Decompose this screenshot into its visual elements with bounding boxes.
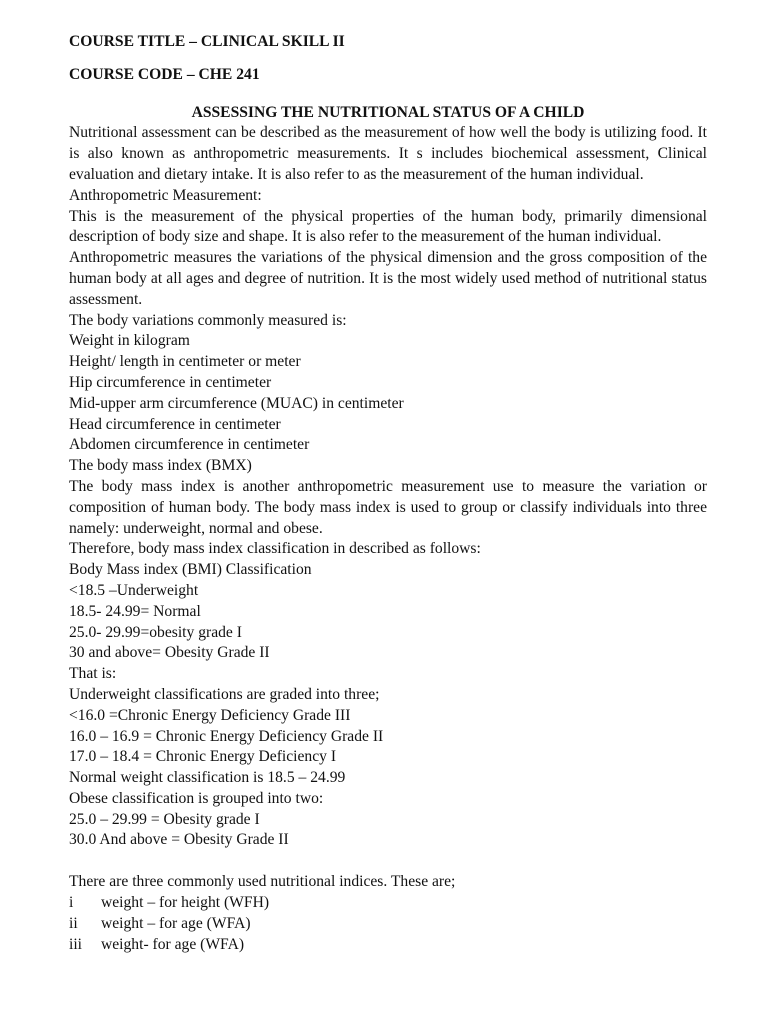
underweight-intro: Underweight classifications are graded into three; [69, 685, 380, 703]
paragraph-gap [69, 851, 707, 872]
obese-grade: 30.0 And above = Obesity Grade II [69, 831, 289, 849]
bmi-class: 18.5- 24.99= Normal [69, 602, 201, 620]
course-title: COURSE TITLE – CLINICAL SKILL II [69, 33, 345, 50]
normal-classification: Normal weight classification is 18.5 – 24.99 [69, 769, 346, 787]
underweight-grade: 17.0 – 18.4 = Chronic Energy Deficiency I [69, 748, 337, 766]
bmi-table-title: Body Mass index (BMI) Classification [69, 561, 312, 579]
variation-item: Mid-upper arm circumference (MUAC) in centimeter [69, 394, 404, 412]
obese-grade: 25.0 – 29.99 = Obesity grade I [69, 810, 260, 828]
index-number: i [69, 894, 74, 912]
bmi-class: 25.0- 29.99=obesity grade I [69, 623, 242, 641]
obese-intro: Obese classification is grouped into two: [69, 789, 324, 807]
variation-item: Weight in kilogram [69, 332, 190, 350]
index-text: weight – for age (WFA) [101, 914, 251, 932]
anthropometric-definition: This is the measurement of the physical properties of the human body, primarily dimensional description of body size and shape. It is also refer to the measurement of the human individual. [69, 207, 707, 246]
variation-item: Height/ length in centimeter or meter [69, 353, 301, 371]
index-text: weight- for age (WFA) [101, 935, 245, 953]
bmi-class: <18.5 –Underweight [69, 581, 199, 599]
variations-intro: The body variations commonly measured is: [69, 311, 347, 329]
course-code: COURSE CODE – CHE 241 [69, 65, 260, 83]
section-heading: ASSESSING THE NUTRITIONAL STATUS OF A CHILD [191, 103, 585, 121]
variation-item: The body mass index (BMX) [69, 457, 252, 475]
bmi-description: The body mass index is another anthropometric measurement use to measure the variation or composition of human body. The body mass index is used to group or classify individuals into three namely: underweight, normal and obese. [69, 477, 707, 537]
index-item [69, 914, 707, 935]
variation-item: Abdomen circumference in centimeter [69, 436, 310, 454]
underweight-grade: 16.0 – 16.9 = Chronic Energy Deficiency Grade II [69, 727, 384, 745]
anthropometric-heading: Anthropometric Measurement: [69, 186, 262, 204]
that-is-label: That is: [69, 665, 117, 683]
index-item [69, 935, 707, 956]
index-text: weight – for height (WFH) [101, 894, 270, 912]
index-item [69, 893, 707, 914]
indices-intro: There are three commonly used nutritional indices. These are; [69, 873, 456, 891]
underweight-grade: <16.0 =Chronic Energy Deficiency Grade III [69, 706, 351, 724]
anthropometric-description: Anthropometric measures the variations of the physical dimension and the gross composition of the human body at all ages and degree of nutrition. It is the most widely used method of nutritional status assessment. [69, 249, 707, 308]
bmi-class: 30 and above= Obesity Grade II [69, 644, 270, 662]
variation-item: Head circumference in centimeter [69, 415, 281, 433]
variation-item: Hip circumference in centimeter [69, 373, 272, 391]
index-number: iii [69, 935, 82, 953]
bmi-intro: Therefore, body mass index classification in described as follows: [69, 540, 481, 558]
index-number: ii [69, 914, 78, 932]
intro-paragraph: Nutritional assessment can be described as the measurement of how well the body is utilizing food. It is also known as anthropometric measurements. It s includes biochemical assessment, Clinical evaluation and dietary intake. It is also refer to as the measurement of the human individual. [69, 124, 707, 183]
